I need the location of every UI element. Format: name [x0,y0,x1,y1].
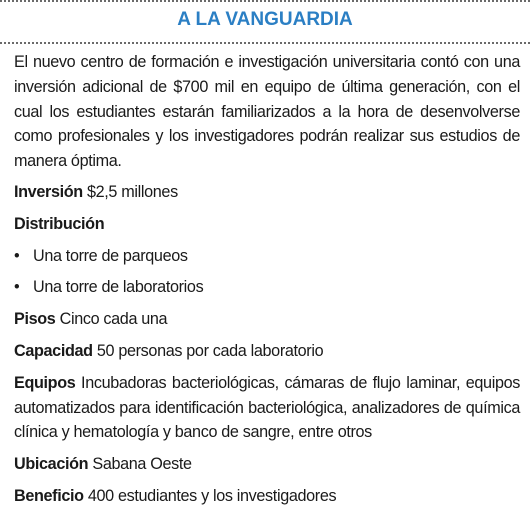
fact-distribucion [14,212,520,237]
box-title: A LA VANGUARDIA [177,9,353,30]
intro-paragraph: El nuevo centro de formación e investigación universitaria contó con una inversión adicional de $700 mil en equipo de última generación, con el cual los estudiantes estarán familiarizados a la hora de desenvolverse como profesionales y los investigadores podrán realizar sus estudios de manera óptima. [14,53,520,171]
bullet-icon: • [14,246,20,265]
fact-inversion [14,180,520,205]
fact-value: Sabana Oeste [92,455,192,474]
fact-ubicacion [14,452,520,477]
fact-label: Pisos [14,310,56,329]
fact-label: Capacidad [14,341,93,360]
fact-equipos [14,371,520,445]
list-item [14,275,520,300]
top-dotted-rule [0,0,530,2]
fact-pisos [14,307,520,332]
fact-capacidad [14,339,520,364]
fact-label: Distribución [14,214,105,233]
fact-label: Ubicación [14,455,89,474]
box-content [14,50,520,516]
fact-value: 400 estudiantes y los investigadores [87,486,337,505]
list-item [14,244,520,269]
fact-value: Cinco cada una [59,310,168,329]
fact-value: 50 personas por cada laboratorio [96,341,324,360]
title-dotted-rule [0,42,530,44]
fact-label: Equipos [14,373,76,392]
list-item-text: Una torre de parqueos [33,246,188,265]
bullet-icon: • [14,278,20,297]
fact-value: Incubadoras bacteriológicas, cámaras de flujo laminar, equipos automatizados para identificación bacteriológica, analizadores de química clínica y hematología y banco de sangre, entre otros [14,373,520,442]
fact-beneficio [14,484,520,509]
list-item-text: Una torre de laboratorios [33,278,204,297]
fact-value: $2,5 millones [86,182,178,201]
fact-label: Beneficio [14,486,84,505]
fact-label: Inversión [14,182,83,201]
